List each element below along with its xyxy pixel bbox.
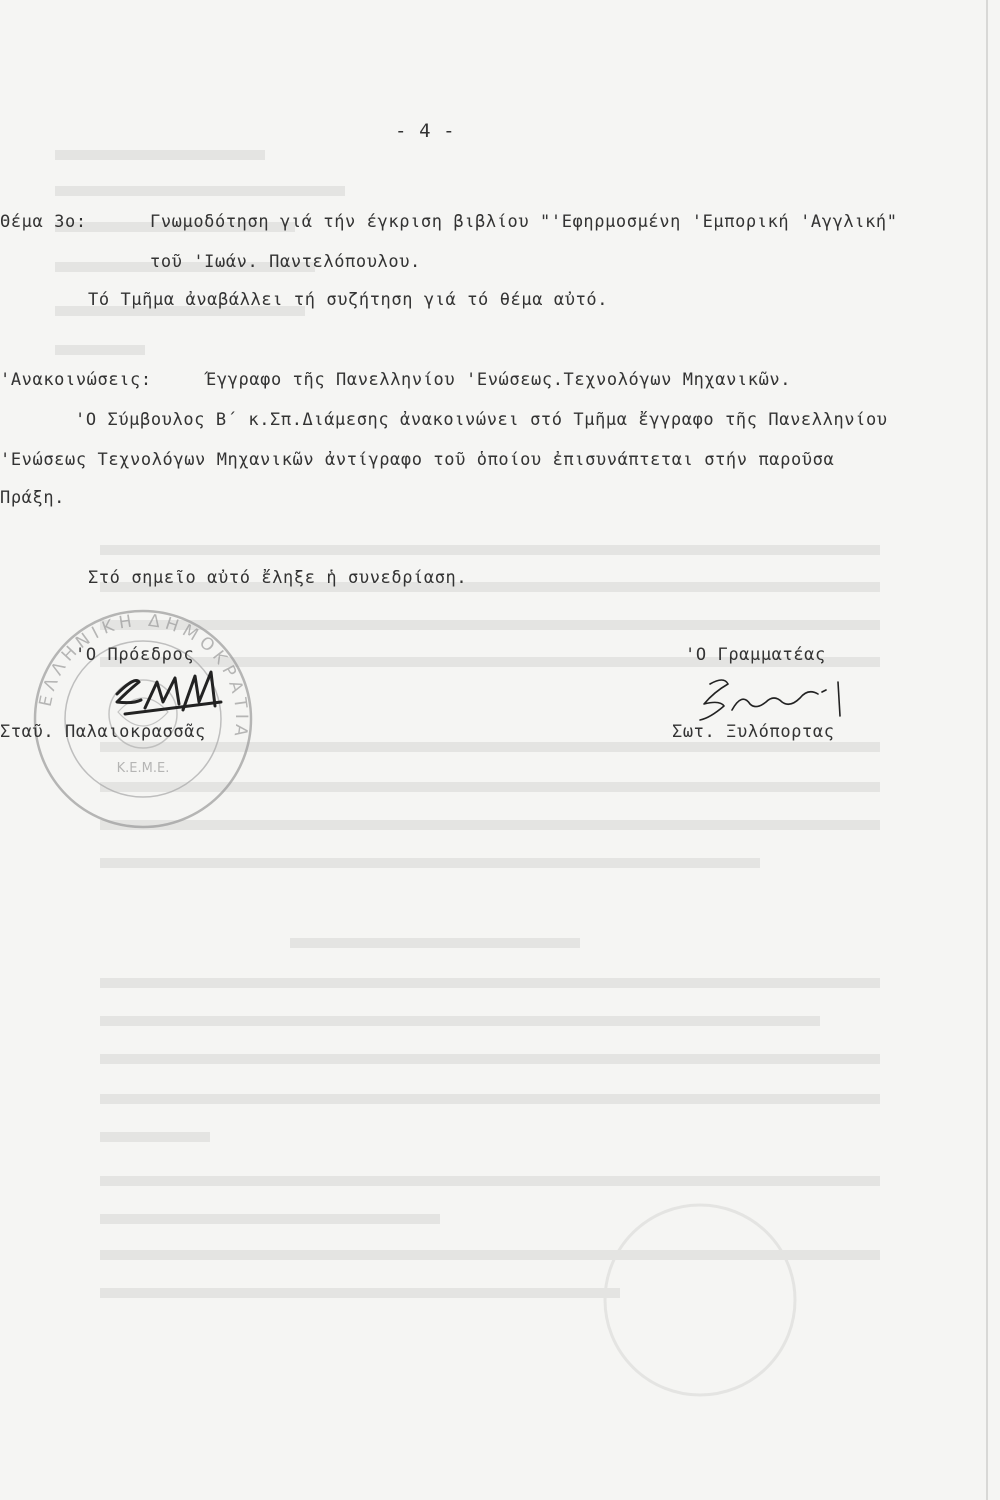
secretary-title: 'Ο Γραμματέας: [685, 645, 826, 665]
announcements-line3: Πράξη.: [0, 488, 66, 508]
closing-statement: Στό σημεῖο αὐτό ἔληξε ἡ συνεδρίαση.: [88, 568, 468, 588]
page-edge: [986, 0, 988, 1500]
announcements-line1: 'Ο Σύμβουλος Β΄ κ.Σπ.Διάμεσης ἀνακοινώνει στό Τμῆμα ἔγγραφο τῆς Πανελληνίου: [75, 410, 888, 430]
president-title: 'Ο Πρόεδρος: [75, 645, 195, 665]
seal-ring-text: ΕΛΛΗΝΙΚΗ ΔΗΜΟΚΡΑΤΙΑ: [35, 610, 252, 743]
secretary-signature: [690, 670, 870, 730]
item3-body: Τό Τμῆμα ἀναβάλλει τή συζήτηση γιά τό θέμα αὐτό.: [88, 290, 609, 310]
announcements-heading: Έγγραφο τῆς Πανελληνίου 'Ενώσεως.Τεχνολόγων Μηχανικῶν.: [206, 370, 792, 390]
item3-title-line2: τοῦ 'Ιωάν. Παντελόπουλου.: [150, 252, 421, 272]
announcements-label: 'Ανακοινώσεις:: [0, 370, 152, 390]
secretary-name: Σωτ. Ξυλόπορτας: [672, 722, 835, 742]
page-number: - 4 -: [395, 120, 456, 142]
president-name: Σταῦ. Παλαιοκρασσᾶς: [0, 722, 206, 742]
president-signature: [105, 662, 235, 722]
seal-inner-text: Κ.Ε.Μ.Ε.: [116, 761, 170, 776]
item3-label: Θέμα 3ο:: [0, 212, 87, 232]
item3-title-line1: Γνωμοδότηση γιά τήν έγκριση βιβλίου "'Εφηρμοσμένη 'Εμπορική 'Αγγλική": [150, 212, 898, 232]
announcements-line2: 'Ενώσεως Τεχνολόγων Μηχανικῶν ἀντίγραφο τοῦ ὁποίου ἐπισυνάπτεται στήν παροῦσα: [0, 450, 835, 470]
